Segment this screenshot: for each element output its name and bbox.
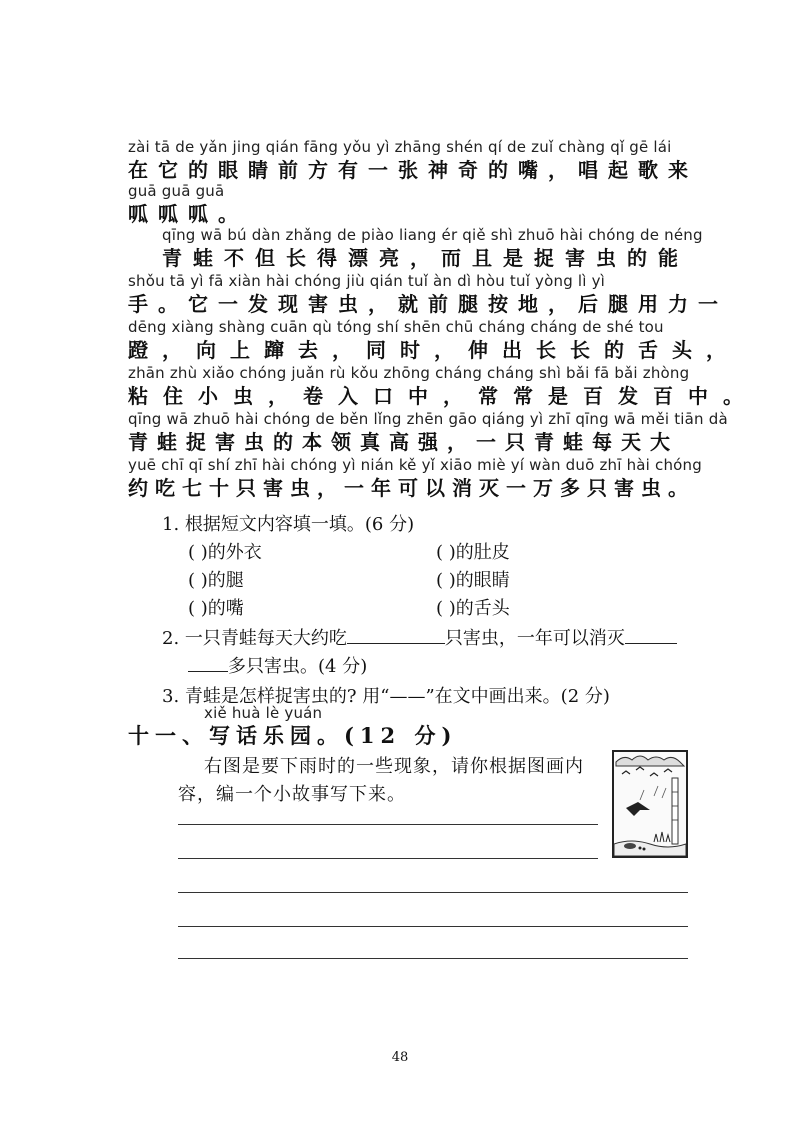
writing-line[interactable]: [178, 892, 688, 893]
hanzi-line: 青蛙捉害虫的本领真高强，一只青蛙每天大: [128, 430, 679, 454]
writing-line[interactable]: [178, 926, 688, 927]
pinyin-line: zài tā de yǎn jing qián fāng yǒu yì zhāng shén qí de zuǐ chàng qǐ gē lái: [128, 138, 672, 156]
q1-fill-right-2[interactable]: ( )的眼睛: [436, 570, 510, 591]
pinyin-line: qīng wā zhuō hài chóng de běn lǐng zhēn gāo qiáng yì zhī qīng wā měi tiān dà: [128, 410, 728, 428]
q2-blank-2[interactable]: [625, 625, 677, 644]
question-2-line-2: [188, 652, 367, 678]
writing-line[interactable]: [178, 858, 598, 859]
pinyin-line: shǒu tā yì fā xiàn hài chóng jiù qián tuǐ àn dì hòu tuǐ yòng lì yì: [128, 272, 606, 290]
section-11-pinyin: xiě huà lè yuán: [204, 704, 323, 722]
q2-text-3: 多只害虫。(4 分): [228, 656, 368, 677]
q1-fill-left-1[interactable]: ( )的外衣: [188, 542, 262, 563]
q2-blank-1[interactable]: [347, 625, 445, 644]
pinyin-line: dēng xiàng shàng cuān qù tóng shí shēn chū cháng cháng de shé tou: [128, 318, 664, 336]
q1-fill-left-2[interactable]: ( )的腿: [188, 570, 244, 591]
rain-scene-illustration: [614, 752, 686, 856]
q1-fill-right-3[interactable]: ( )的舌头: [436, 598, 510, 619]
page-number: 48: [391, 1050, 409, 1065]
question-3: 3. 青蛙是怎样捉害虫的? 用“——”在文中画出来。(2 分): [162, 686, 610, 707]
pinyin-line: zhān zhù xiǎo chóng juǎn rù kǒu zhōng cháng cháng shì bǎi fā bǎi zhòng: [128, 364, 690, 382]
question-2-line-1: [162, 624, 677, 650]
hanzi-line: 呱呱呱。: [128, 202, 248, 226]
q2-text-1: 2. 一只青蛙每天大约吃: [162, 628, 347, 649]
writing-line[interactable]: [178, 958, 688, 959]
rain-scene-picture: [612, 750, 688, 858]
hanzi-line: 在它的眼睛前方有一张神奇的嘴，唱起歌来: [128, 158, 698, 182]
pinyin-line: yuē chī qī shí zhī hài chóng yì nián kě yǐ xiāo miè yí wàn duō zhī hài chóng: [128, 456, 702, 474]
question-1-title: 1. 根据短文内容填一填。(6 分): [162, 514, 415, 535]
hanzi-line: 蹬，向上蹿去，同时，伸出长长的舌头，: [128, 338, 740, 362]
q2-blank-3[interactable]: [188, 653, 228, 672]
q1-fill-left-3[interactable]: ( )的嘴: [188, 598, 244, 619]
section-11-prompt-line-2: 容，编一个小故事写下来。: [178, 784, 406, 805]
section-11-title: 十一、写话乐园。(12 分): [128, 723, 458, 748]
writing-line[interactable]: [178, 824, 598, 825]
hanzi-line: 青蛙不但长得漂亮，而且是捉害虫的能: [162, 246, 689, 270]
q1-fill-right-1[interactable]: ( )的肚皮: [436, 542, 510, 563]
hanzi-line: 粘住小虫，卷入口中，常常是百发百中。: [128, 384, 758, 408]
hanzi-line: 手。它一发现害虫，就前腿按地，后腿用力一: [128, 292, 728, 316]
pinyin-line: qīng wā bú dàn zhǎng de piào liang ér qiě shì zhuō hài chóng de néng: [162, 226, 703, 244]
pinyin-line: guā guā guā: [128, 182, 225, 200]
section-11-prompt-line-1: 右图是要下雨时的一些现象，请你根据图画内: [204, 756, 584, 777]
q2-text-2: 只害虫，一年可以消灭: [444, 628, 625, 649]
hanzi-line: 约吃七十只害虫，一年可以消灭一万多只害虫。: [128, 476, 695, 500]
